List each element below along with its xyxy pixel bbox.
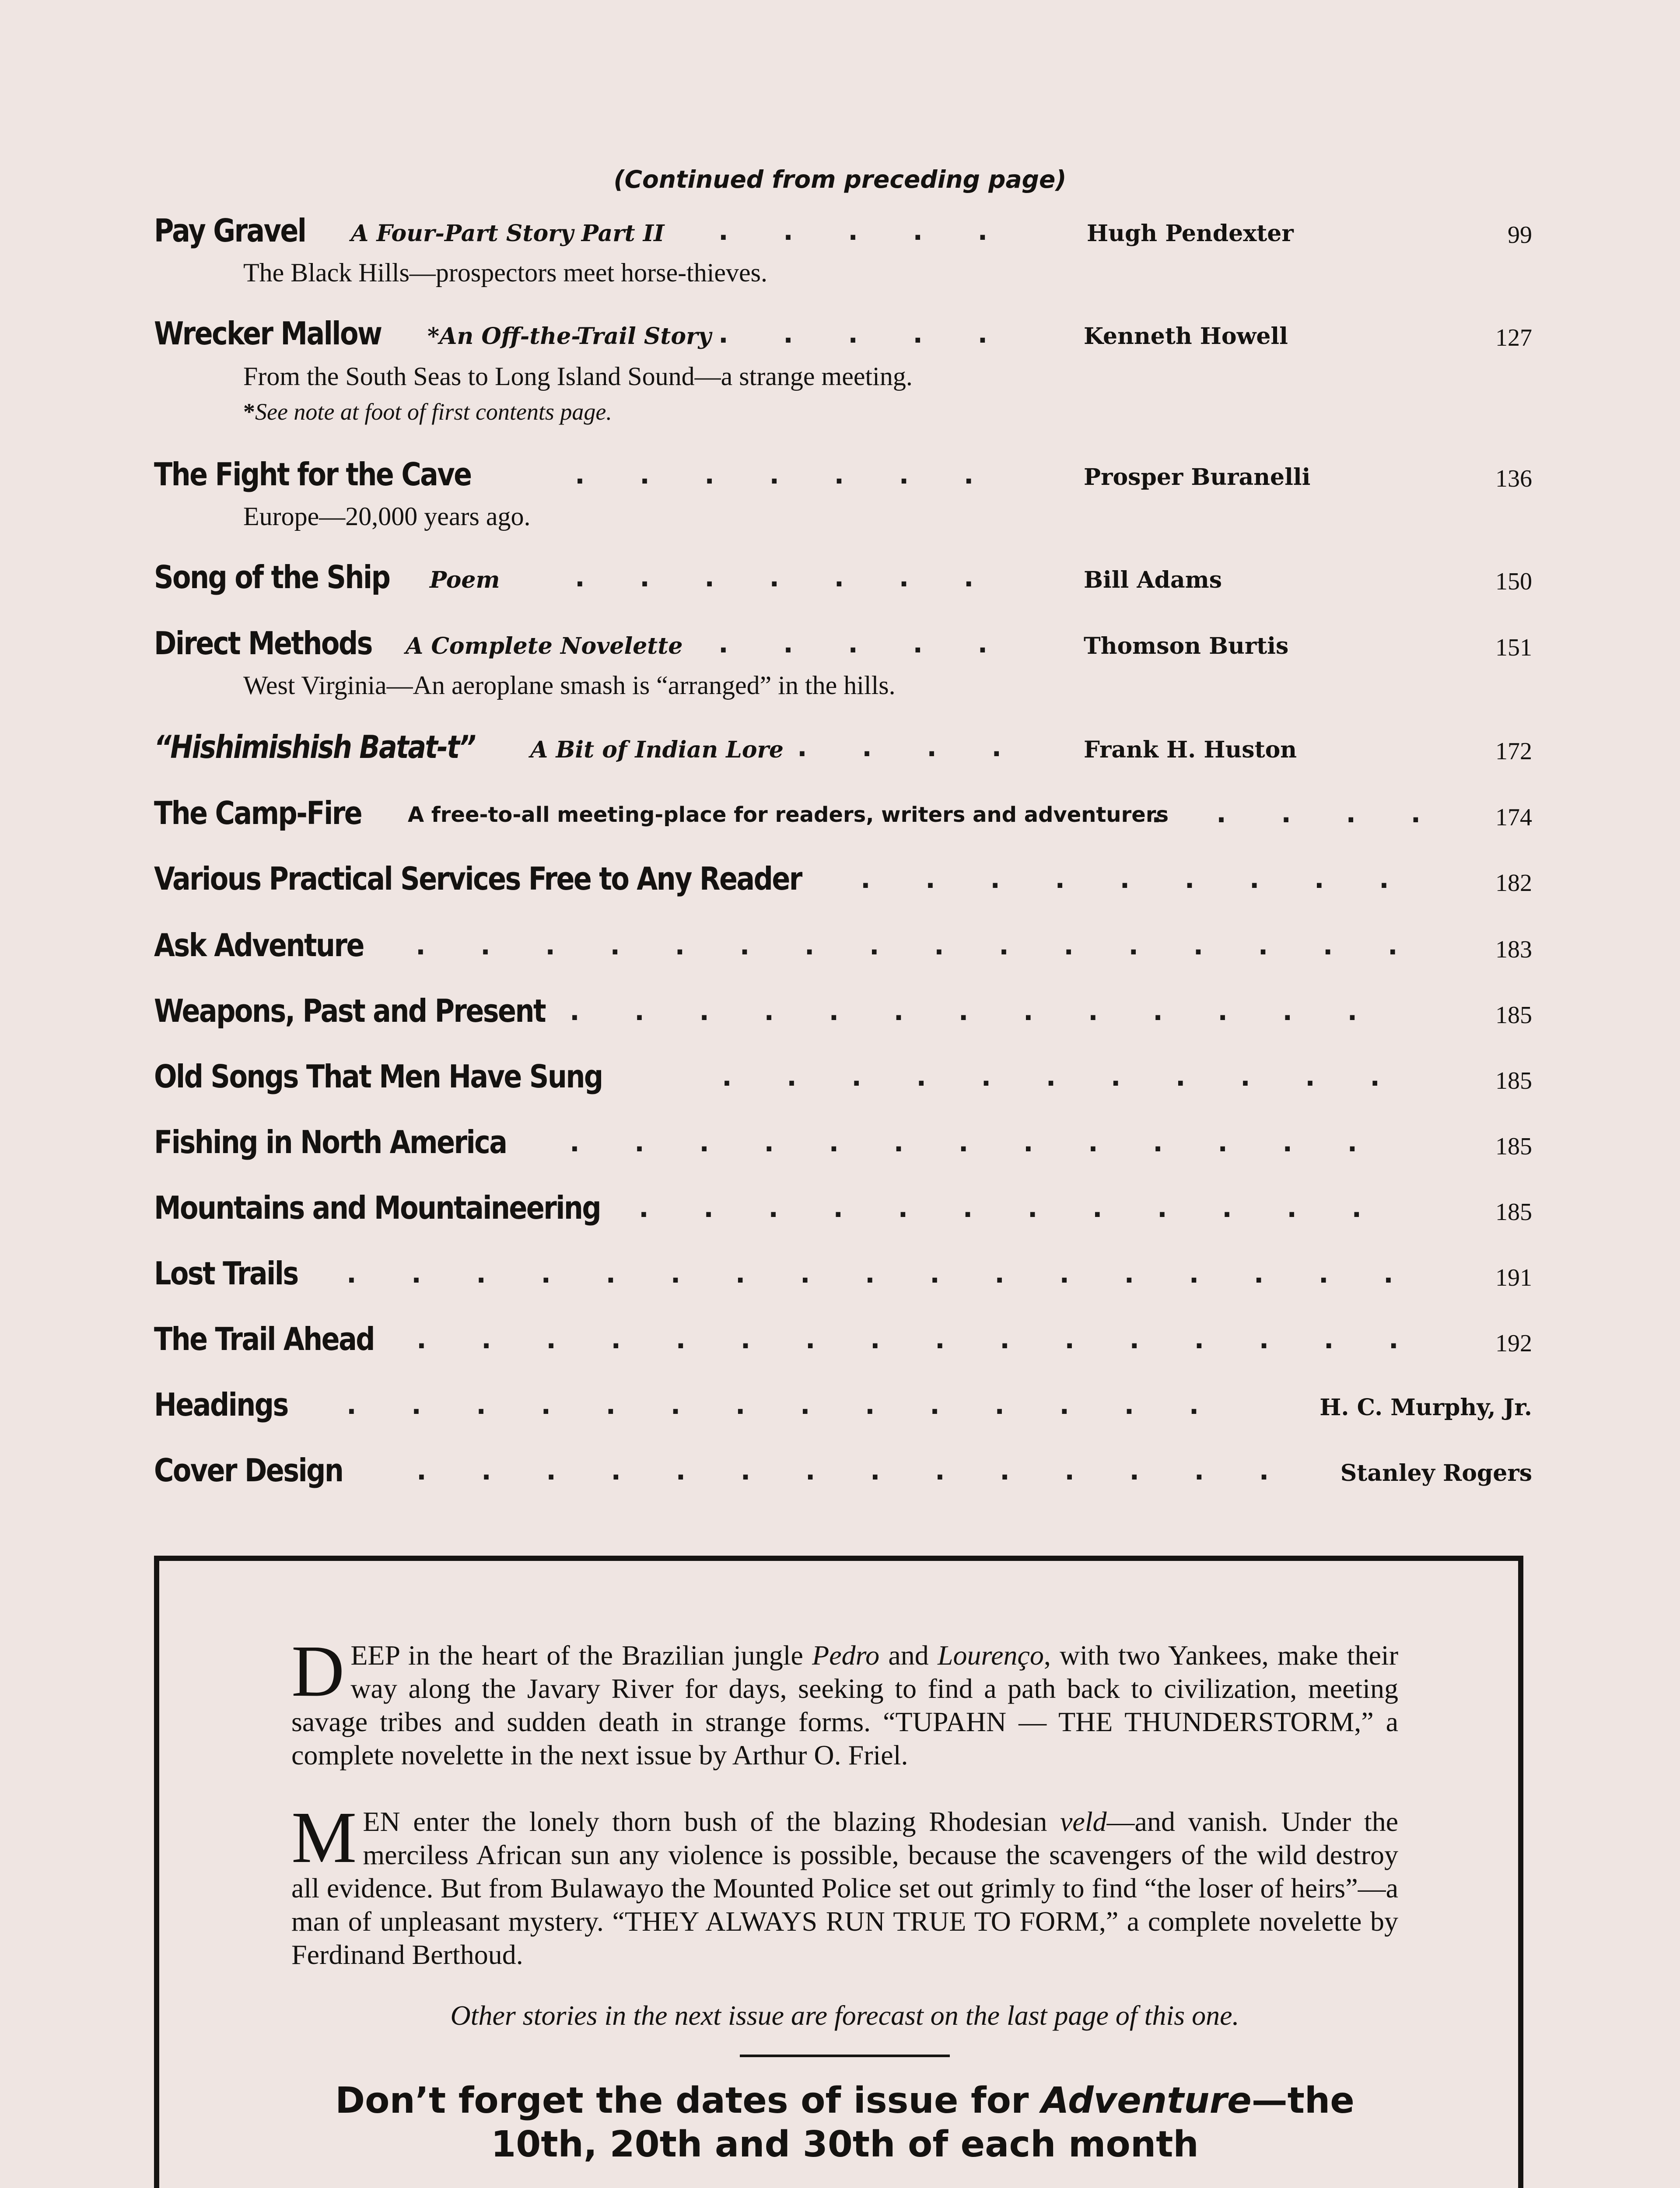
forecast-note: Other stories in the next issue are forecast on the last page of this one. [450, 2000, 1239, 2031]
entry-author: Bill Adams [1084, 567, 1222, 593]
divider-rule [740, 2055, 950, 2057]
leader-dots: . . . . . . . . . . . . . . . . [416, 1324, 1399, 1355]
leader-dots: . . . . . [718, 628, 988, 659]
toc-entry-camp-fire[interactable] [154, 795, 1532, 838]
entry-subtitle: Poem [430, 567, 500, 593]
entry-title: Fishing in North America [154, 1124, 507, 1161]
toc-entry-old-songs[interactable] [154, 1058, 1532, 1102]
note-asterisk: * [243, 399, 255, 425]
leader-dots: . . . . . . . . . . . . . . . . . [346, 1259, 1393, 1289]
leader-dots: . . . . . [718, 216, 988, 246]
entry-description: Europe—20,000 years ago. [243, 502, 531, 531]
toc-entry-hishimishish-batat-t[interactable] [154, 729, 1532, 772]
leader-dots: . . . . . . . [575, 459, 974, 490]
leader-dots: . . . . . . . . . . . . . [570, 996, 1358, 1027]
entry-description: From the South Seas to Long Island Sound—a strange meeting. [243, 362, 913, 391]
toc-entry-ask-adventure[interactable] [154, 927, 1532, 971]
drop-cap: M [291, 1797, 357, 1878]
paragraph-text: , with two Yankees, make their way along the Javary River for days, seeking to find a path back to civilization, meeting savage tribes and sudden death in strange forms. “TUPAHN — THE THUNDERSTORM,” a complete novelette in the next issue by Arthur O. Friel. [291, 1640, 1399, 1771]
entry-page-number: 182 [1495, 870, 1532, 897]
leader-dots: . . . . . . . . . [861, 864, 1389, 894]
toc-entry-direct-methods[interactable] [154, 625, 1532, 700]
toc-entry-weapons[interactable] [154, 992, 1532, 1036]
entry-page-number: 185 [1495, 1067, 1532, 1094]
toc-entry-fishing[interactable] [154, 1124, 1532, 1168]
entry-credit: Stanley Rogers [1340, 1460, 1532, 1487]
entry-page-number: 183 [1495, 936, 1532, 963]
entry-title: Mountains and Mountaineering [154, 1189, 601, 1226]
entry-page-number: 185 [1495, 1199, 1532, 1226]
entry-title: The Fight for the Cave [154, 456, 471, 493]
leader-dots: . . . . . [718, 319, 988, 349]
entry-title: The Camp-Fire [154, 795, 362, 831]
toc-entry-headings[interactable] [154, 1386, 1532, 1430]
entry-title: Various Practical Services Free to Any Reader [154, 860, 802, 897]
entry-page-number: 99 [1508, 221, 1532, 249]
entry-page-number: 172 [1495, 738, 1532, 765]
next-issue-box [154, 1556, 1523, 2188]
entry-page-number: 150 [1495, 568, 1532, 595]
entry-title: Old Songs That Men Have Sung [154, 1058, 602, 1095]
paragraph-text: and [879, 1640, 938, 1671]
leader-dots: . . . . . . . . . . . . . . [416, 1455, 1269, 1486]
entry-description: The Black Hills—prospectors meet horse-thieves. [243, 258, 768, 287]
toc-entry-song-of-the-ship[interactable] [154, 559, 1532, 603]
drop-cap: D [291, 1630, 345, 1712]
entry-description: West Virginia—An aeroplane smash is “arranged” in the hills. [243, 671, 896, 700]
reminder-line-2: 10th, 20th and 30th of each month [491, 2124, 1199, 2165]
leader-dots: . . . . . . . . . . . . . . [346, 1390, 1199, 1420]
reminder-text: —the [1251, 2080, 1354, 2121]
entry-author: Prosper Buranelli [1084, 464, 1311, 491]
entry-subtitle: A Bit of Indian Lore [530, 736, 784, 763]
leader-dots: . . . . . . . . . . . . [639, 1193, 1362, 1224]
leader-dots: . . . . [797, 732, 1002, 763]
teaser-paragraph-1 [291, 1630, 1399, 1772]
entry-title: Cover Design [154, 1452, 343, 1489]
continued-label: (Continued from preceding page) [613, 165, 1067, 193]
entry-title: Ask Adventure [154, 927, 364, 964]
entry-title: Song of the Ship [154, 559, 390, 596]
entry-page-number: 191 [1495, 1264, 1532, 1291]
entry-credit: H. C. Murphy, Jr. [1320, 1394, 1532, 1421]
entry-page-number: 185 [1495, 1002, 1532, 1029]
leader-dots: . . . . . . . . . . . . . . . . [416, 930, 1398, 961]
leader-dots: . . . . . . . . . . . . . [570, 1127, 1358, 1158]
entry-note [243, 398, 612, 425]
toc-entry-wrecker-mallow[interactable] [154, 315, 1532, 425]
entry-page-number: 151 [1495, 634, 1532, 661]
toc-entry-trail-ahead[interactable] [154, 1321, 1532, 1364]
entry-title: Direct Methods [154, 625, 372, 662]
entry-title: Pay Gravel [154, 212, 306, 249]
entry-title: Headings [154, 1386, 288, 1423]
toc-entry-lost-trails[interactable] [154, 1255, 1532, 1299]
toc-entry-pay-gravel[interactable] [154, 212, 1532, 287]
entry-author: Hugh Pendexter [1087, 220, 1294, 247]
entry-title: “Hishimishish Batat-t” [154, 729, 475, 765]
character-name: Pedro [812, 1640, 880, 1671]
next-issue-content [291, 1630, 1399, 2167]
entry-title: The Trail Ahead [154, 1321, 374, 1357]
teaser-paragraph-2 [291, 1797, 1399, 1971]
entry-author: Kenneth Howell [1084, 323, 1288, 350]
paragraph-text: EN enter the lonely thorn bush of the blazing Rhodesian [363, 1806, 1060, 1837]
entry-page-number: 185 [1495, 1133, 1532, 1160]
entry-author: Thomson Burtis [1084, 633, 1289, 659]
entry-title: Weapons, Past and Present [154, 992, 545, 1029]
entry-subtitle: A Complete Novelette [406, 633, 683, 659]
paragraph-text: EEP in the heart of the Brazilian jungle [350, 1640, 812, 1671]
leader-dots: . . . . . [1152, 798, 1421, 829]
leader-dots: . . . . . . . [575, 562, 974, 593]
reminder-line-1 [291, 2079, 1398, 2123]
entry-subtitle: *An Off-the-Trail Story [427, 323, 711, 350]
entry-subtitle: A Four-Part Story Part II [351, 220, 665, 247]
character-name: Lourenço [937, 1640, 1044, 1671]
entry-page-number: 136 [1495, 465, 1532, 492]
entry-subtitle: A free-to-all meeting-place for readers, writers and adventurers [408, 803, 1169, 827]
toc-entry-practical-services[interactable] [154, 860, 1532, 904]
toc-entry-cover-design[interactable] [154, 1452, 1532, 1496]
entry-author: Frank H. Huston [1084, 736, 1297, 763]
toc-entry-mountains[interactable] [154, 1189, 1532, 1233]
emphasized-word: veld [1060, 1806, 1107, 1837]
note-text: See note at foot of first contents page. [255, 399, 612, 425]
toc-entry-fight-for-the-cave[interactable] [154, 456, 1532, 531]
entry-page-number: 127 [1495, 324, 1532, 351]
entry-page-number: 192 [1495, 1330, 1532, 1357]
leader-dots: . . . . . . . . . . . [722, 1062, 1380, 1092]
reminder-text: Don’t forget the dates of issue for [335, 2080, 1041, 2121]
entry-title: Wrecker Mallow [154, 315, 382, 352]
magazine-name: Adventure [1041, 2080, 1252, 2121]
entry-title: Lost Trails [154, 1255, 298, 1292]
paragraph-text: —and vanish. Under the merciless African sun any violence is possible, because the scavengers of the wild destroy all evidence. But from Bulawayo the Mounted Police set out grimly to find “the loser of heirs”—a man of unpleasant mystery. “THEY ALWAYS RUN TRUE TO FORM,” a complete novelette by Ferdinand Berthoud. [291, 1806, 1399, 1970]
issue-dates-reminder [291, 2079, 1398, 2167]
entry-page-number: 174 [1495, 804, 1532, 831]
